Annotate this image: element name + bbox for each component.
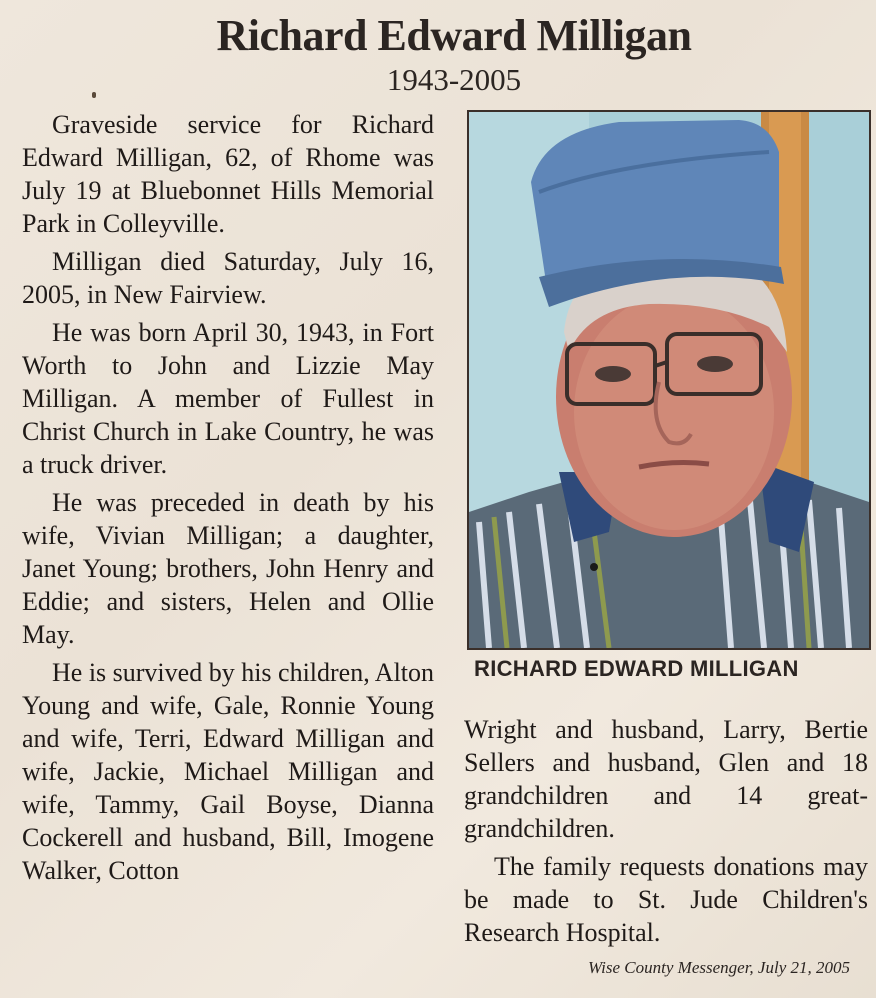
obituary-name-heading: Richard Edward Milligan: [216, 11, 692, 60]
paragraph-survived: He is survived by his children, Alton Young and wife, Gale, Ronnie Young and wife, Terri, Edward Milligan and wife, Jackie, Michael Milligan and wife, Tammy, Gail Boyse, Dianna Cockerell and husband, Bill, Imogene Walker, Cotton: [22, 658, 435, 885]
source-credit: Wise County Messenger, July 21, 2005: [587, 958, 850, 977]
paragraph-death: Milligan died Saturday, July 16, 2005, in New Fairview.: [22, 247, 434, 309]
paragraph-preceded: He was preceded in death by his wife, Vivian Milligan; a daughter, Janet Young; brothers, John Henry and Eddie; and sisters, Helen and Ollie May.: [22, 488, 434, 649]
paragraph-donations: The family requests donations may be made to St. Jude Children's Research Hospital.: [464, 852, 868, 947]
paragraph-service: Graveside service for Richard Edward Milligan, 62, of Rhome was July 19 at Bluebonnet Hills Memorial Park in Colleyville.: [22, 110, 434, 238]
obituary-years: 1943-2005: [386, 62, 522, 97]
portrait-illustration: [469, 112, 869, 648]
paragraph-birth: He was born April 30, 1943, in Fort Worth to John and Lizzie May Milligan. A member of Fullest in Christ Church in Lake Country, he was a truck driver.: [22, 318, 434, 479]
scan-margin: [876, 0, 889, 998]
photo-caption: RICHARD EDWARD MILLIGAN: [474, 656, 799, 681]
paragraph-survived-continued: Wright and husband, Larry, Bertie Sellers and husband, Glen and 18 grandchildren and 14 great-grandchildren.: [464, 715, 868, 843]
text-column-right: [464, 713, 868, 954]
portrait-photo: [467, 110, 871, 650]
text-column-left: [22, 108, 434, 892]
